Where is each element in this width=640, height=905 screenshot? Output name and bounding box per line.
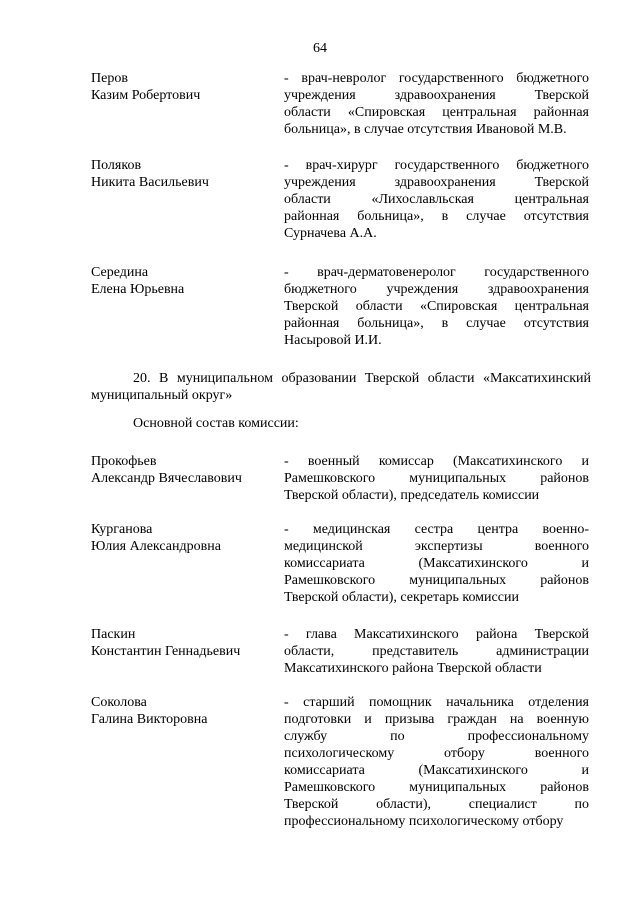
- position-line: Тверской области), секретарь комиссии: [284, 590, 519, 605]
- position-line: комиссариата (Максатихинского и: [284, 556, 589, 571]
- position-line: Рамешковского муниципальных районов: [284, 471, 589, 486]
- commission-subheading: Основной состав комиссии:: [133, 416, 299, 431]
- section-heading-line: 20. В муниципальном образовании Тверской области «Максатихинский: [133, 371, 591, 386]
- member-name: [91, 626, 271, 660]
- member-position: [284, 626, 589, 677]
- position-line: Сурначева А.А.: [284, 226, 377, 241]
- position-line: Рамешковского муниципальных районов: [284, 573, 589, 588]
- position-line: - военный комиссар (Максатихинского и: [284, 454, 589, 469]
- position-line: учреждения здравоохранения Тверской: [284, 175, 589, 190]
- position-line: - глава Максатихинского района Тверской: [284, 627, 589, 642]
- member-position: [284, 453, 589, 504]
- member-name: [91, 157, 271, 191]
- position-line: бюджетного учреждения здравоохранения: [284, 282, 589, 297]
- position-line: учреждения здравоохранения Тверской: [284, 88, 589, 103]
- member-position: [284, 157, 589, 242]
- position-line: комиссариата (Максатихинского и: [284, 763, 589, 778]
- position-line: больница», в случае отсутствия Ивановой М.В.: [284, 122, 567, 137]
- member-position: [284, 264, 589, 349]
- member-surname: Паскин: [91, 627, 136, 642]
- member-given-name: Елена Юрьевна: [91, 282, 185, 297]
- member-given-name: Галина Викторовна: [91, 712, 208, 727]
- position-line: Тверской области «Спировская центральная: [284, 299, 589, 314]
- member-given-name: Александр Вячеславович: [91, 471, 242, 486]
- position-line: районная больница», в случае отсутствия: [284, 209, 589, 224]
- position-line: Рамешковского муниципальных районов: [284, 780, 589, 795]
- member-position: [284, 521, 589, 606]
- position-line: службу по профессиональному: [284, 729, 589, 744]
- position-line: профессиональному психологическому отбору: [284, 814, 564, 829]
- position-line: - врач-дерматовенеролог государственного: [284, 265, 589, 280]
- member-surname: Прокофьев: [91, 454, 157, 469]
- position-line: районная больница», в случае отсутствия: [284, 316, 589, 331]
- member-name: [91, 453, 271, 487]
- member-name: [91, 70, 271, 104]
- member-surname: Соколова: [91, 695, 147, 710]
- member-surname: Поляков: [91, 158, 142, 173]
- position-line: Тверской области), председатель комиссии: [284, 488, 540, 503]
- member-name: [91, 694, 271, 728]
- member-name: [91, 521, 271, 555]
- position-line: подготовки и призыва граждан на военную: [284, 712, 589, 727]
- position-line: области, представитель администрации: [284, 644, 589, 659]
- member-given-name: Никита Васильевич: [91, 175, 209, 190]
- position-line: - старший помощник начальника отделения: [284, 695, 589, 710]
- member-position: [284, 694, 589, 830]
- member-given-name: Юлия Александровна: [91, 539, 221, 554]
- position-line: медицинской экспертизы военного: [284, 539, 589, 554]
- member-position: [284, 70, 589, 138]
- position-line: - медицинская сестра центра военно-: [284, 522, 589, 537]
- position-line: Тверской области), специалист по: [284, 797, 589, 812]
- position-line: - врач-хирург государственного бюджетного: [284, 158, 589, 173]
- section-heading-line: муниципальный округ»: [91, 388, 233, 403]
- position-line: Максатихинского района Тверской области: [284, 661, 542, 676]
- member-given-name: Казим Робертович: [91, 88, 201, 103]
- position-line: Насыровой И.И.: [284, 333, 382, 348]
- position-line: психологическому отбору военного: [284, 746, 589, 761]
- member-surname: Перов: [91, 71, 128, 86]
- member-surname: Середина: [91, 265, 149, 280]
- position-line: - врач-невролог государственного бюджетного: [284, 71, 589, 86]
- section-heading: [91, 370, 591, 404]
- member-surname: Курганова: [91, 522, 153, 537]
- page-number: 64: [313, 41, 327, 56]
- member-name: [91, 264, 271, 298]
- member-given-name: Константин Геннадьевич: [91, 644, 241, 659]
- position-line: области «Спировская центральная районная: [284, 105, 589, 120]
- position-line: области «Лихославльская центральная: [284, 192, 589, 207]
